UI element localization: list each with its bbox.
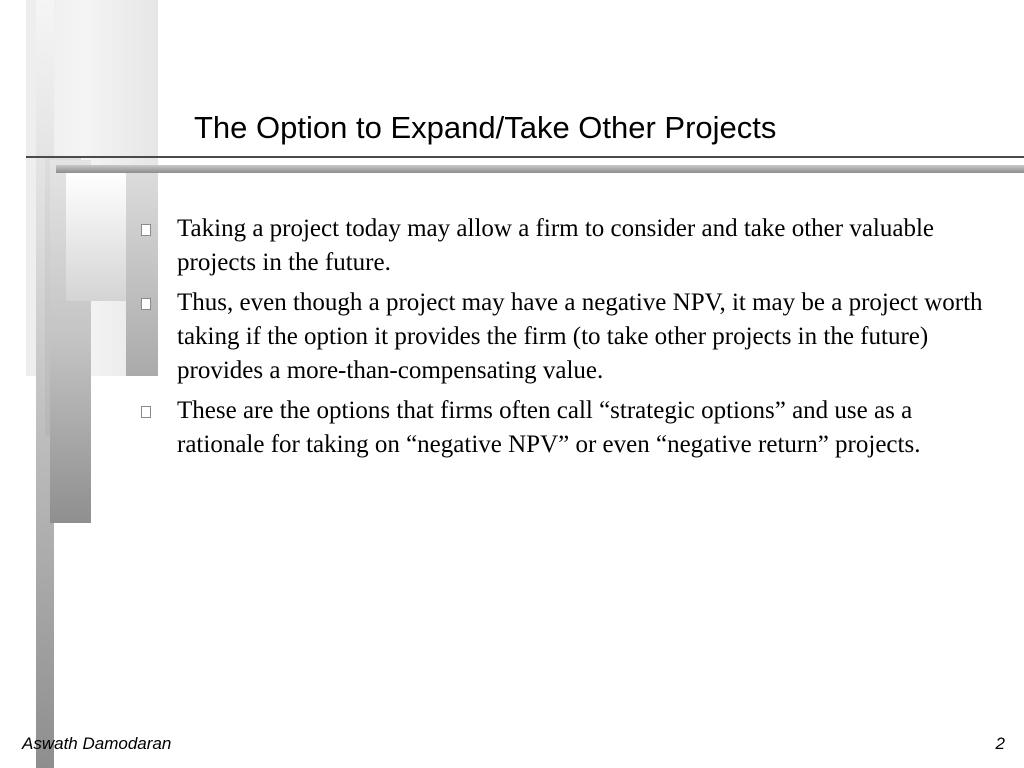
square-bullet-icon bbox=[141, 224, 151, 236]
bullet-item bbox=[138, 286, 988, 388]
footer-author: Aswath Damodaran bbox=[22, 734, 172, 753]
slide-title: The Option to Expand/Take Other Projects bbox=[194, 110, 777, 145]
bullet-item bbox=[138, 212, 988, 280]
bullet-text: These are the options that firms often call “strategic options” and use as a rationale for taking on “negative NPV” or even “negative return” projects. bbox=[177, 397, 921, 458]
bullet-text: Taking a project today may allow a firm to consider and take other valuable projects in the future. bbox=[177, 215, 935, 276]
title-divider-shadow bbox=[56, 165, 1024, 173]
square-bullet-icon bbox=[141, 406, 151, 418]
page-number: 2 bbox=[995, 734, 1005, 753]
title-divider bbox=[26, 156, 1024, 158]
square-bullet-icon bbox=[141, 298, 151, 310]
bullet-text: Thus, even though a project may have a negative NPV, it may be a project worth taking if the option it provides the firm (to take other projects in the future) provides a more-than-compensating value. bbox=[177, 289, 983, 384]
decorative-bar bbox=[66, 172, 126, 301]
bullet-item bbox=[138, 394, 988, 462]
bullet-list bbox=[138, 212, 988, 468]
